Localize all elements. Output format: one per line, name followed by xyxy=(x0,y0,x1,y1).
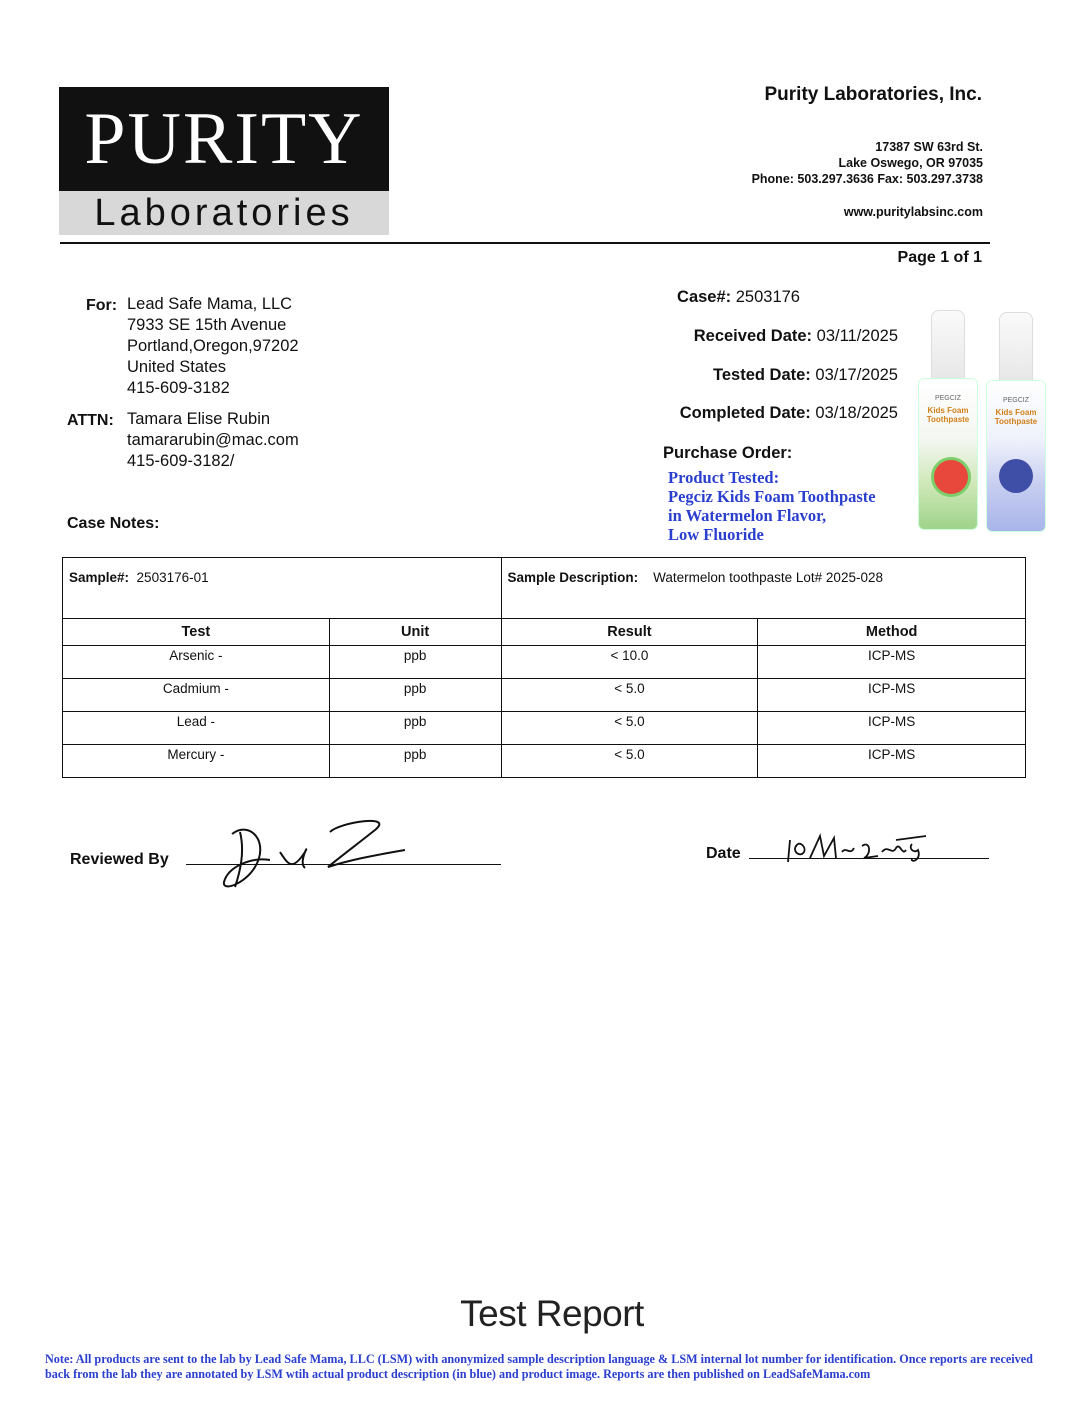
table-row xyxy=(63,646,1026,679)
client-street: 7933 SE 15th Avenue xyxy=(127,316,287,334)
bottle-name: Kids Foam Toothpaste xyxy=(926,406,970,424)
client-city: Portland,Oregon,97202 xyxy=(127,337,299,355)
received-date: 03/11/2025 xyxy=(816,327,898,345)
sample-header-row xyxy=(63,558,1026,619)
blueberry-icon xyxy=(999,459,1033,493)
col-unit: Unit xyxy=(329,619,501,646)
product-image xyxy=(918,310,1058,532)
handwritten-date xyxy=(784,826,934,868)
purity-logo xyxy=(59,87,389,237)
completed-date: 03/18/2025 xyxy=(815,404,898,422)
description-label: Sample Description: xyxy=(507,570,639,585)
attn-email[interactable]: tamararubin@mac.com xyxy=(127,431,299,449)
column-headers xyxy=(63,619,1026,646)
product-note-line3: in Watermelon Flavor, xyxy=(668,506,827,525)
for-label: For: xyxy=(86,297,118,314)
product-tested-note xyxy=(668,468,876,544)
bottle-blueberry xyxy=(986,312,1044,532)
client-address xyxy=(127,294,299,399)
product-note-line2: Pegciz Kids Foam Toothpaste xyxy=(668,487,876,506)
test-unit: ppb xyxy=(329,712,501,745)
bottle-name: Kids Foam Toothpaste xyxy=(994,408,1038,426)
client-country: United States xyxy=(127,358,227,376)
col-test: Test xyxy=(63,619,330,646)
test-unit: ppb xyxy=(329,745,501,778)
company-name: Purity Laboratories, Inc. xyxy=(764,84,982,105)
attn-block xyxy=(127,409,299,472)
reviewed-by-label: Reviewed By xyxy=(70,851,169,868)
client-phone: 415-609-3182 xyxy=(127,379,230,397)
bottle-body xyxy=(986,380,1046,532)
results-table xyxy=(62,557,1026,778)
footer-note: Note: All products are sent to the lab by Lead Safe Mama, LLC (LSM) with anonymized sample description language & LSM internal lot number for identification. Once reports are received back from the lab they are annotated by LSM wtih actual product description (in blue) and product image. Reports are then published on LeadSafeMama.com xyxy=(45,1352,1033,1381)
sample-cell xyxy=(63,558,502,619)
company-address-line1: 17387 SW 63rd St. xyxy=(875,140,983,154)
received-label: Received Date: xyxy=(693,327,813,345)
company-website[interactable]: www.puritylabsinc.com xyxy=(843,205,983,219)
test-unit: ppb xyxy=(329,679,501,712)
test-method: ICP-MS xyxy=(758,679,1026,712)
case-number-row xyxy=(677,288,800,307)
tested-row xyxy=(713,366,898,385)
test-result: < 5.0 xyxy=(501,679,758,712)
test-name: Mercury - xyxy=(63,745,330,778)
test-result: < 5.0 xyxy=(501,712,758,745)
logo-bottom-word: Laboratories xyxy=(59,191,389,235)
attn-phone: 415-609-3182/ xyxy=(127,452,235,470)
date-label: Date xyxy=(706,845,741,862)
col-method: Method xyxy=(758,619,1026,646)
bottle-body xyxy=(918,378,978,530)
attn-label: ATTN: xyxy=(67,412,114,429)
product-note-line1: Product Tested: xyxy=(668,468,780,487)
company-phone-fax: Phone: 503.297.3636 Fax: 503.297.3738 xyxy=(751,172,983,186)
col-result: Result xyxy=(501,619,758,646)
description-cell xyxy=(501,558,1025,619)
bottle-watermelon xyxy=(918,310,976,530)
sample-number: 2503176-01 xyxy=(136,570,209,585)
test-result: < 10.0 xyxy=(501,646,758,679)
pump-top xyxy=(931,310,965,382)
attn-name: Tamara Elise Rubin xyxy=(127,410,271,428)
completed-label: Completed Date: xyxy=(679,404,811,422)
pump-top xyxy=(999,312,1033,384)
test-name: Arsenic - xyxy=(63,646,330,679)
page-number: Page 1 of 1 xyxy=(897,249,982,266)
table-row xyxy=(63,712,1026,745)
sample-description: Watermelon toothpaste Lot# 2025-028 xyxy=(653,570,883,585)
completed-row xyxy=(680,404,898,423)
test-unit: ppb xyxy=(329,646,501,679)
header-divider xyxy=(60,242,990,244)
test-name: Cadmium - xyxy=(63,679,330,712)
tested-date: 03/17/2025 xyxy=(815,366,898,384)
tested-label: Tested Date: xyxy=(713,366,811,384)
test-method: ICP-MS xyxy=(758,745,1026,778)
case-label: Case#: xyxy=(677,288,732,306)
received-row xyxy=(694,327,898,346)
case-notes-label: Case Notes: xyxy=(67,515,160,532)
logo-top-word: PURITY xyxy=(59,87,389,191)
bottle-brand: PEGCIZ xyxy=(934,395,962,402)
report-title: Test Report xyxy=(460,1293,644,1334)
client-name: Lead Safe Mama, LLC xyxy=(127,295,293,313)
case-number: 2503176 xyxy=(735,288,800,306)
product-note-line4: Low Fluoride xyxy=(668,525,764,544)
purchase-order-label: Purchase Order: xyxy=(663,444,793,462)
test-method: ICP-MS xyxy=(758,712,1026,745)
reviewer-signature xyxy=(210,812,420,897)
test-method: ICP-MS xyxy=(758,646,1026,679)
watermelon-icon xyxy=(931,457,971,497)
table-row xyxy=(63,679,1026,712)
table-row xyxy=(63,745,1026,778)
test-name: Lead - xyxy=(63,712,330,745)
bottle-brand: PEGCIZ xyxy=(1002,397,1030,404)
company-address-line2: Lake Oswego, OR 97035 xyxy=(838,156,983,170)
sample-label: Sample#: xyxy=(69,570,130,585)
company-address xyxy=(752,139,983,187)
test-result: < 5.0 xyxy=(501,745,758,778)
